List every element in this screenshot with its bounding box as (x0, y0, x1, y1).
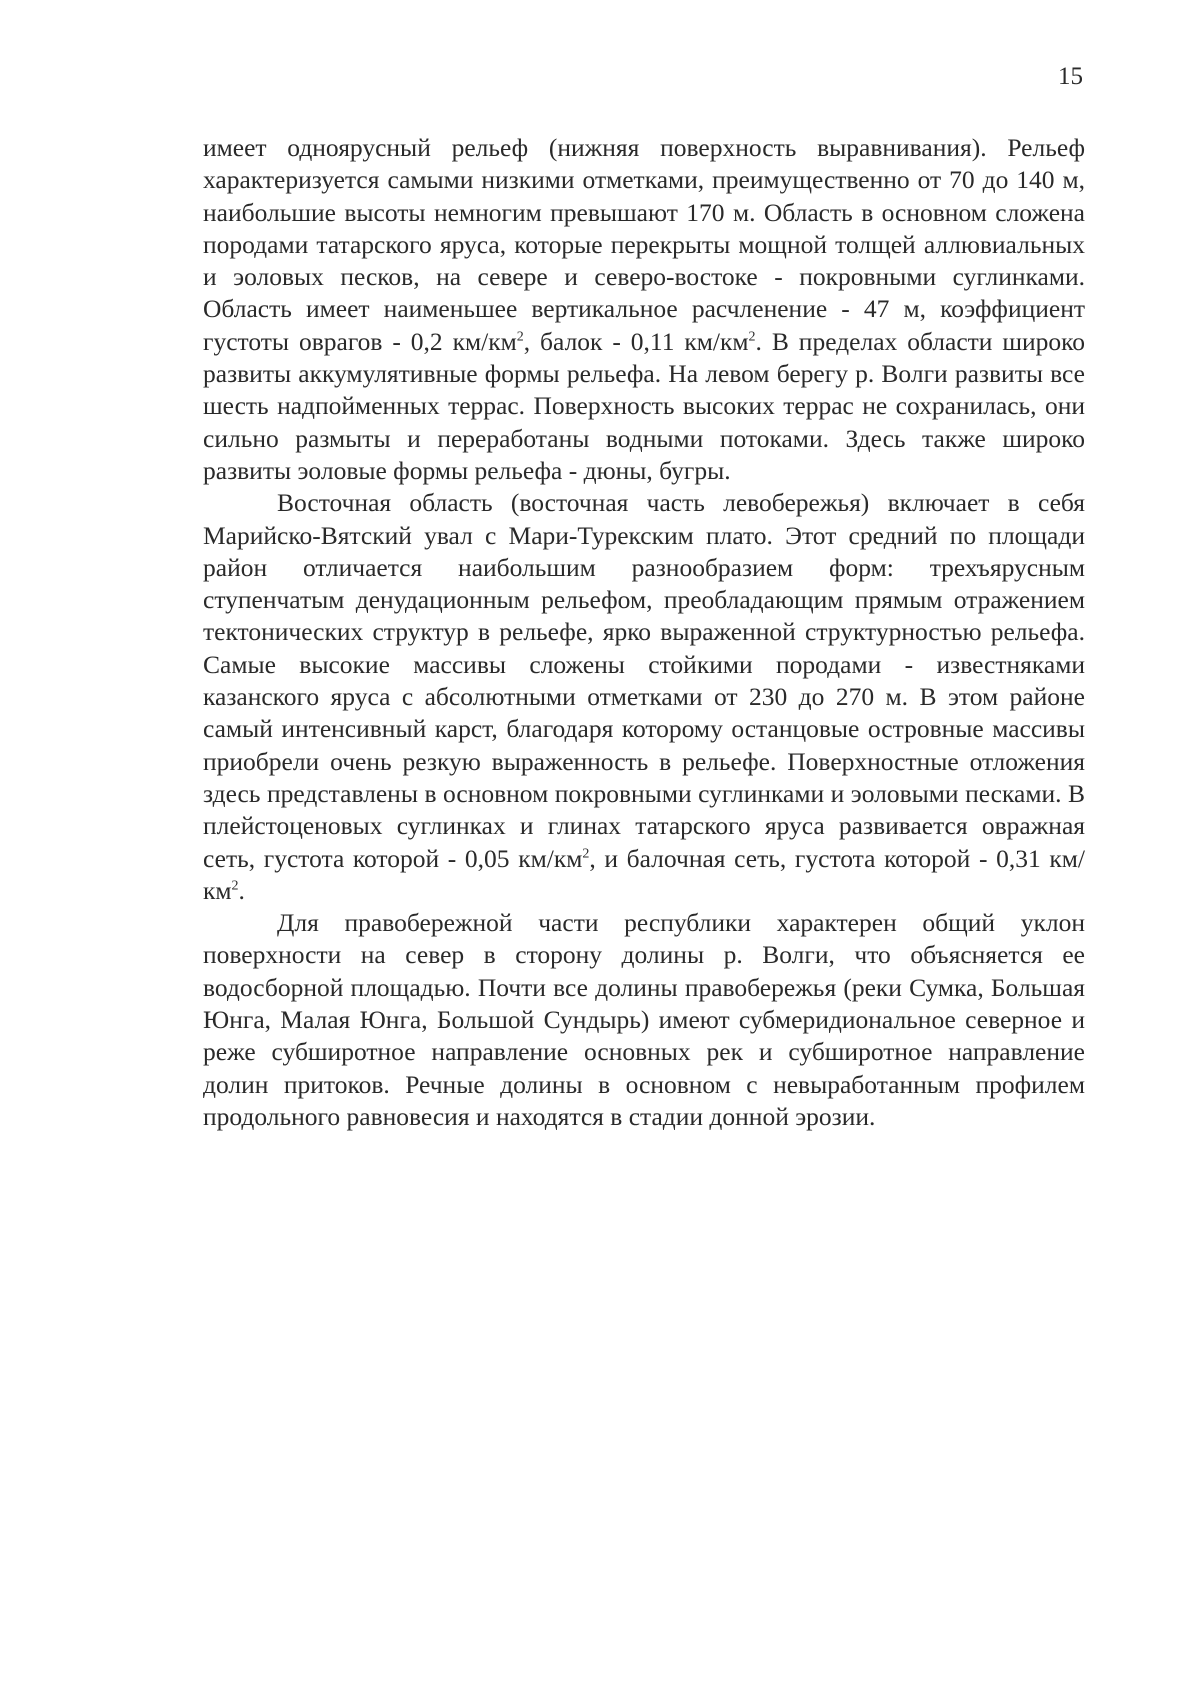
document-body (203, 132, 1085, 1133)
text-segment: . В пределах области широко развиты аккумулятивные формы рельефа. На левом берегу р. Волги развиты все шесть надпойменных террас. Поверхность высоких террас не сохранилась, они сильно размыты и переработаны водными потоками. Здесь также широко развиты эоловые формы рельефа - дюны, бугры. (203, 326, 1085, 485)
text-segment: , и балочная сеть, густота которой - 0,31 км/км (203, 843, 1085, 905)
text-segment: имеет одноярусный рельеф (нижняя поверхность выравнивания). Рельеф характеризуется самыми низкими отметками, преимущественно от 70 до 140 м, наибольшие высоты немногим превышают 170 м. Область в основном сложена породами татарского яруса, которые перекрыты мощной толщей аллювиальных и эоловых песков, на севере и северо-востоке - покровными суглинками. Область имеет наименьшее вертикальное расчленение - 47 м, коэффициент густоты оврагов - 0,2 км/км (203, 133, 1085, 356)
page-number: 15 (1058, 63, 1083, 90)
superscript: 2 (748, 329, 756, 345)
paragraph-right-bank: Для правобережной части республики характерен общий уклон поверхности на север в сторону долины р. Волги, что объясняется ее водосборной площадью. Почти все долины правобережья (реки Сумка, Большая Юнга, Малая Юнга, Большой Сундырь) имеют субмеридиональное северное и реже субширотное направление основных рек и субширотное направление долин притоков. Речные долины в основном с невыработанным профилем продольного равновесия и находятся в стадии донной эрозии. (203, 908, 1085, 1131)
paragraph-lowland-relief (203, 132, 1085, 487)
paragraph-eastern-region (203, 487, 1085, 907)
text-segment: . (238, 875, 245, 905)
text-segment: , балок - 0,11 км/км (523, 326, 749, 356)
superscript: 2 (231, 878, 239, 894)
superscript: 2 (516, 329, 524, 345)
superscript: 2 (582, 846, 590, 862)
text-segment: Восточная область (восточная часть левобережья) включает в себя Марийско-Вятский увал с Мари-Турекским плато. Этот средний по площади район отличается наибольшим разнообразием форм: трехъярусным ступенчатым денудационным рельефом, преобладающим прямым отражением тектонических структур в рельефе, ярко выраженной структурностью рельефа. Самые высокие массивы сложены стойкими породами - известняками казанского яруса с абсолютными отметками от 230 до 270 м. В этом районе самый интенсивный карст, благодаря которому останцовые островные массивы приобрели очень резкую выраженность в рельефе. Поверхностные отложения здесь представлены в основном покровными суглинками и эоловыми песками. В плейстоценовых суглинках и глинах татарского яруса развивается овражная сеть, густота которой - 0,05 км/км (203, 488, 1085, 873)
